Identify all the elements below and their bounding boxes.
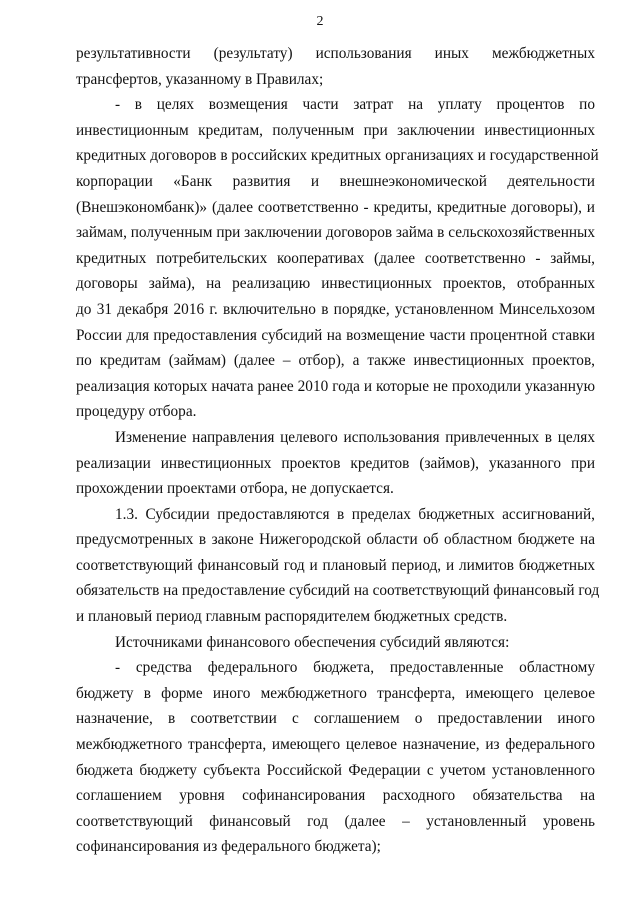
text-line: процедуру отбора. [76,403,197,421]
text-line: прохождении проектами отбора, не допускается. [76,480,394,498]
text-line: реализация которых начата ранее 2010 года и которые не проходили указанную [76,377,595,395]
text-line: результативности (результату) использования иных межбюджетных [76,45,595,62]
text-line: назначение, в соответствии с соглашением о предоставлении иного [76,710,595,728]
text-line: бюджета бюджету субъекта Российской Федерации с учетом установленного [76,761,595,779]
text-line: бюджету в форме иного межбюджетного трансферта, имеющего целевое [76,684,595,702]
text-line: России для предоставления субсидий на возмещение части процентной ставки [76,326,595,344]
text-line: кредитных договоров в российских кредитных организациях и государственной [76,147,599,165]
text-line: трансфертов, указанному в Правилах; [76,70,324,88]
text-line: договоры займа), на реализацию инвестиционных проектов, отобранных [76,275,595,293]
text-line: обязательств на предоставление субсидий на соответствующий финансовый год [76,582,600,600]
text-line: - средства федерального бюджета, предоставленные областному [115,659,595,677]
text-line: кредитных потребительских кооперативах (далее соответственно - займы, [76,249,595,267]
text-line: до 31 декабря 2016 г. включительно в порядке, установленном Минсельхозом [76,300,595,318]
text-line: инвестиционным кредитам, полученным при заключении инвестиционных [76,121,595,139]
text-line: по кредитам (займам) (далее – отбор), а также инвестиционных проектов, [76,352,595,370]
text-line: Изменение направления целевого использования привлеченных в целях [115,428,595,446]
text-line: займам, полученным при заключении договоров займа в сельскохозяйственных [76,224,595,242]
text-line: корпорации «Банк развития и внешнеэкономической деятельности [76,172,595,190]
text-line: предусмотренных в законе Нижегородской области об областном бюджете на [76,531,595,549]
text-line: 1.3. Субсидии предоставляются в пределах бюджетных ассигнований, [115,505,595,523]
document-body [76,41,600,860]
text-line: соглашением уровня софинансирования расходного обязательства на [76,787,595,805]
text-line: межбюджетного трансферта, имеющего целевое назначение, из федерального [76,736,595,754]
text-line: соответствующий финансовый год (далее – установленный уровень [76,812,595,830]
text-line: софинансирования из федерального бюджета); [76,838,381,856]
text-line: реализации инвестиционных проектов кредитов (займов), указанного при [76,454,595,472]
text-line: (Внешэкономбанк)» (далее соответственно - кредиты, кредитные договоры), и [76,198,595,216]
text-line: и плановый период главным распорядителем бюджетных средств. [76,608,508,626]
text-line: - в целях возмещения части затрат на уплату процентов по [115,96,595,114]
text-line: соответствующий финансовый год и плановый период, и лимитов бюджетных [76,556,595,574]
text-line: Источниками финансового обеспечения субсидий являются: [115,633,510,651]
page-number: 2 [316,14,324,29]
